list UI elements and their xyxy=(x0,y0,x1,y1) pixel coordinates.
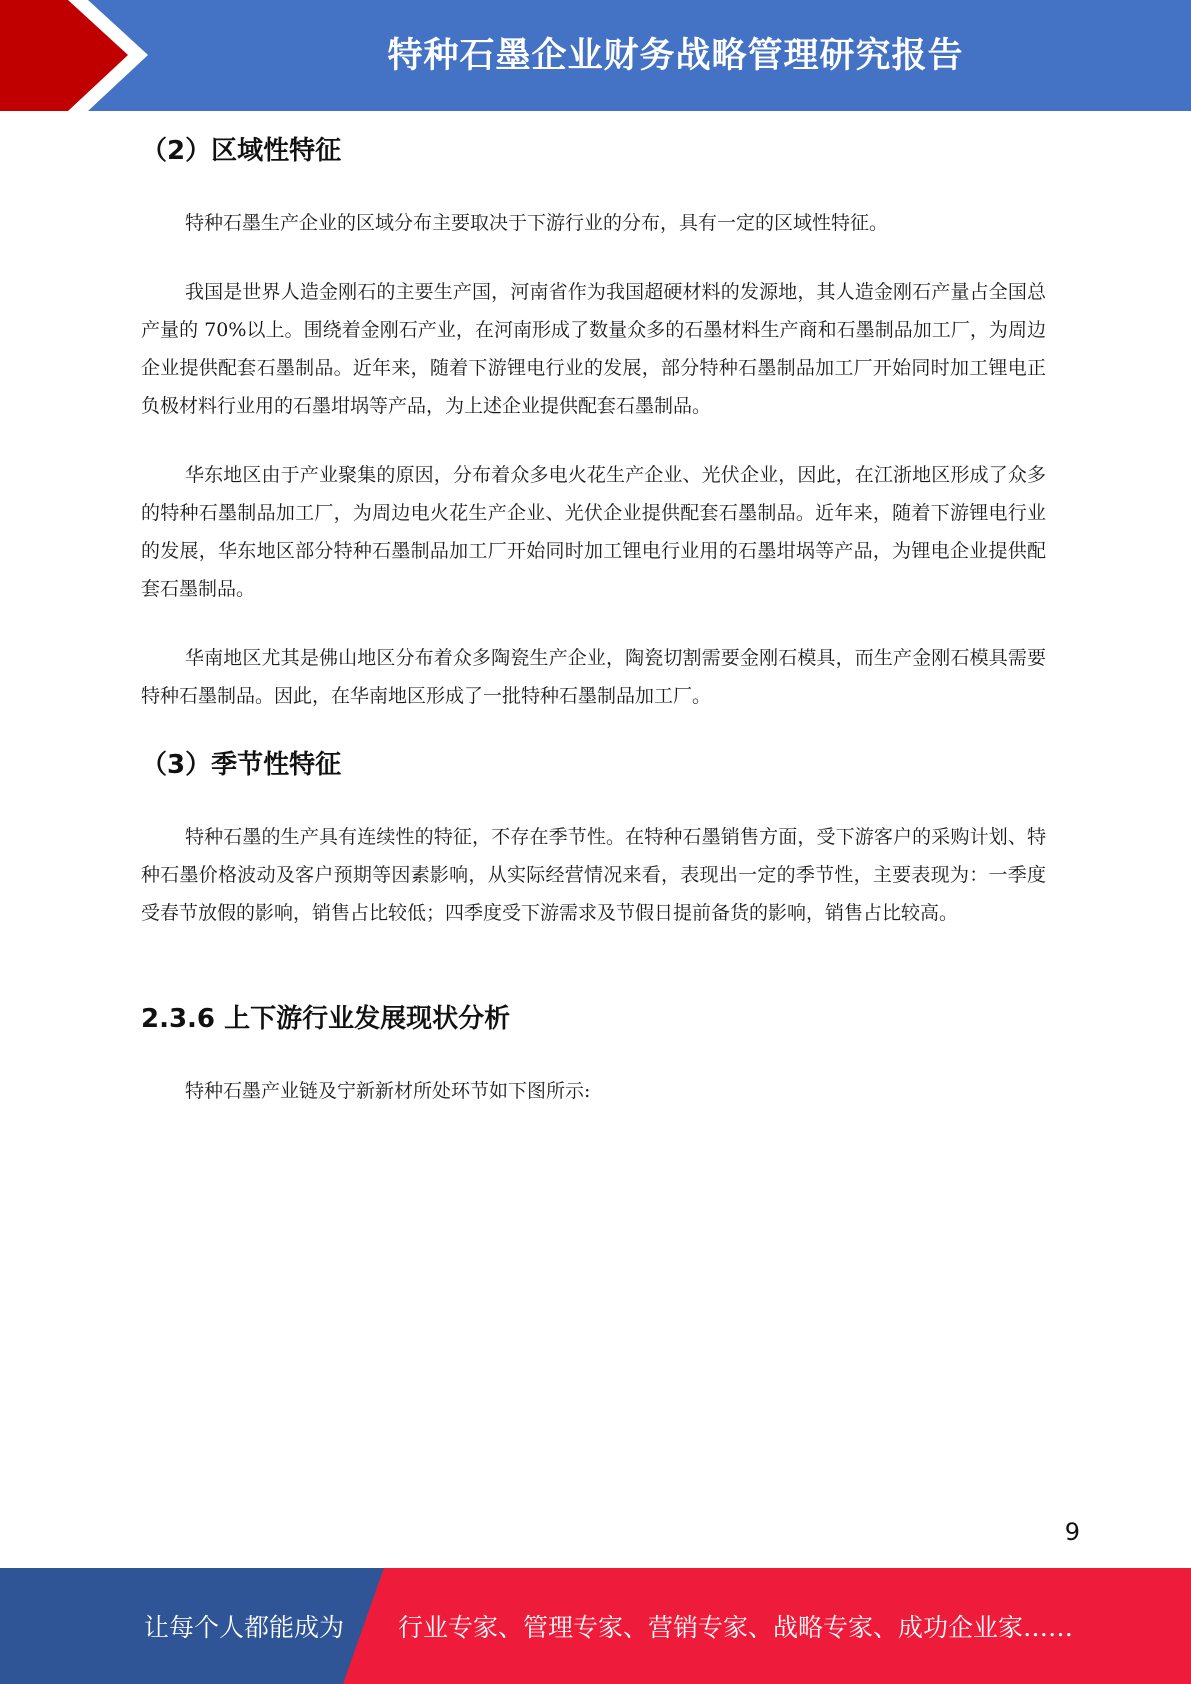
footer-slogan-left: 让每个人都能成为 xyxy=(144,1613,345,1642)
paragraph: 华南地区尤其是佛山地区分布着众多陶瓷生产企业，陶瓷切割需要金刚石模具，而生产金刚石模具需要特种石墨制品。因此，在华南地区形成了一批特种石墨制品加工厂。 xyxy=(141,647,1046,707)
page-number: 9 xyxy=(1064,1518,1080,1546)
document-title: 特种石墨企业财务战略管理研究报告 xyxy=(387,36,964,76)
footer-banner xyxy=(0,1568,1191,1684)
paragraph: 特种石墨产业链及宁新新材所处环节如下图所示: xyxy=(185,1080,591,1102)
header-chevron-decoration xyxy=(0,0,160,111)
paragraph: 特种石墨生产企业的区域分布主要取决于下游行业的分布，具有一定的区域性特征。 xyxy=(185,212,889,234)
paragraph: 华东地区由于产业聚集的原因，分布着众多电火花生产企业、光伏企业，因此，在江浙地区形成了众多的特种石墨制品加工厂，为周边电火花生产企业、光伏企业提供配套石墨制品。近年来，随着下游锂电行业的发展，华东地区部分特种石墨制品加工厂开始同时加工锂电行业用的石墨坩埚等产品，为锂电企业提供配套石墨制品。 xyxy=(141,464,1046,600)
header-bar xyxy=(0,0,1191,111)
footer-slogan-right: 行业专家、管理专家、营销专家、战略专家、成功企业家…… xyxy=(398,1613,1074,1642)
section-heading-regional: （2）区域性特征 xyxy=(141,136,342,166)
section-heading-upstream-downstream: 2.3.6 上下游行业发展现状分析 xyxy=(141,1004,511,1034)
paragraph: 我国是世界人造金刚石的主要生产国，河南省作为我国超硬材料的发源地，其人造金刚石产量占全国总产量的 70%以上。围绕着金刚石产业，在河南形成了数量众多的石墨材料生产商和石墨制品加工厂，为周边企业提供配套石墨制品。近年来，随着下游锂电行业的发展，部分特种石墨制品加工厂开始同时加工锂电正负极材料行业用的石墨坩埚等产品，为上述企业提供配套石墨制品。 xyxy=(141,281,1046,417)
section-heading-seasonal: （3）季节性特征 xyxy=(141,750,342,780)
paragraph: 特种石墨的生产具有连续性的特征，不存在季节性。在特种石墨销售方面，受下游客户的采购计划、特种石墨价格波动及客户预期等因素影响，从实际经营情况来看，表现出一定的季节性，主要表现为：一季度受春节放假的影响，销售占比较低；四季度受下游需求及节假日提前备货的影响，销售占比较高。 xyxy=(141,826,1046,924)
